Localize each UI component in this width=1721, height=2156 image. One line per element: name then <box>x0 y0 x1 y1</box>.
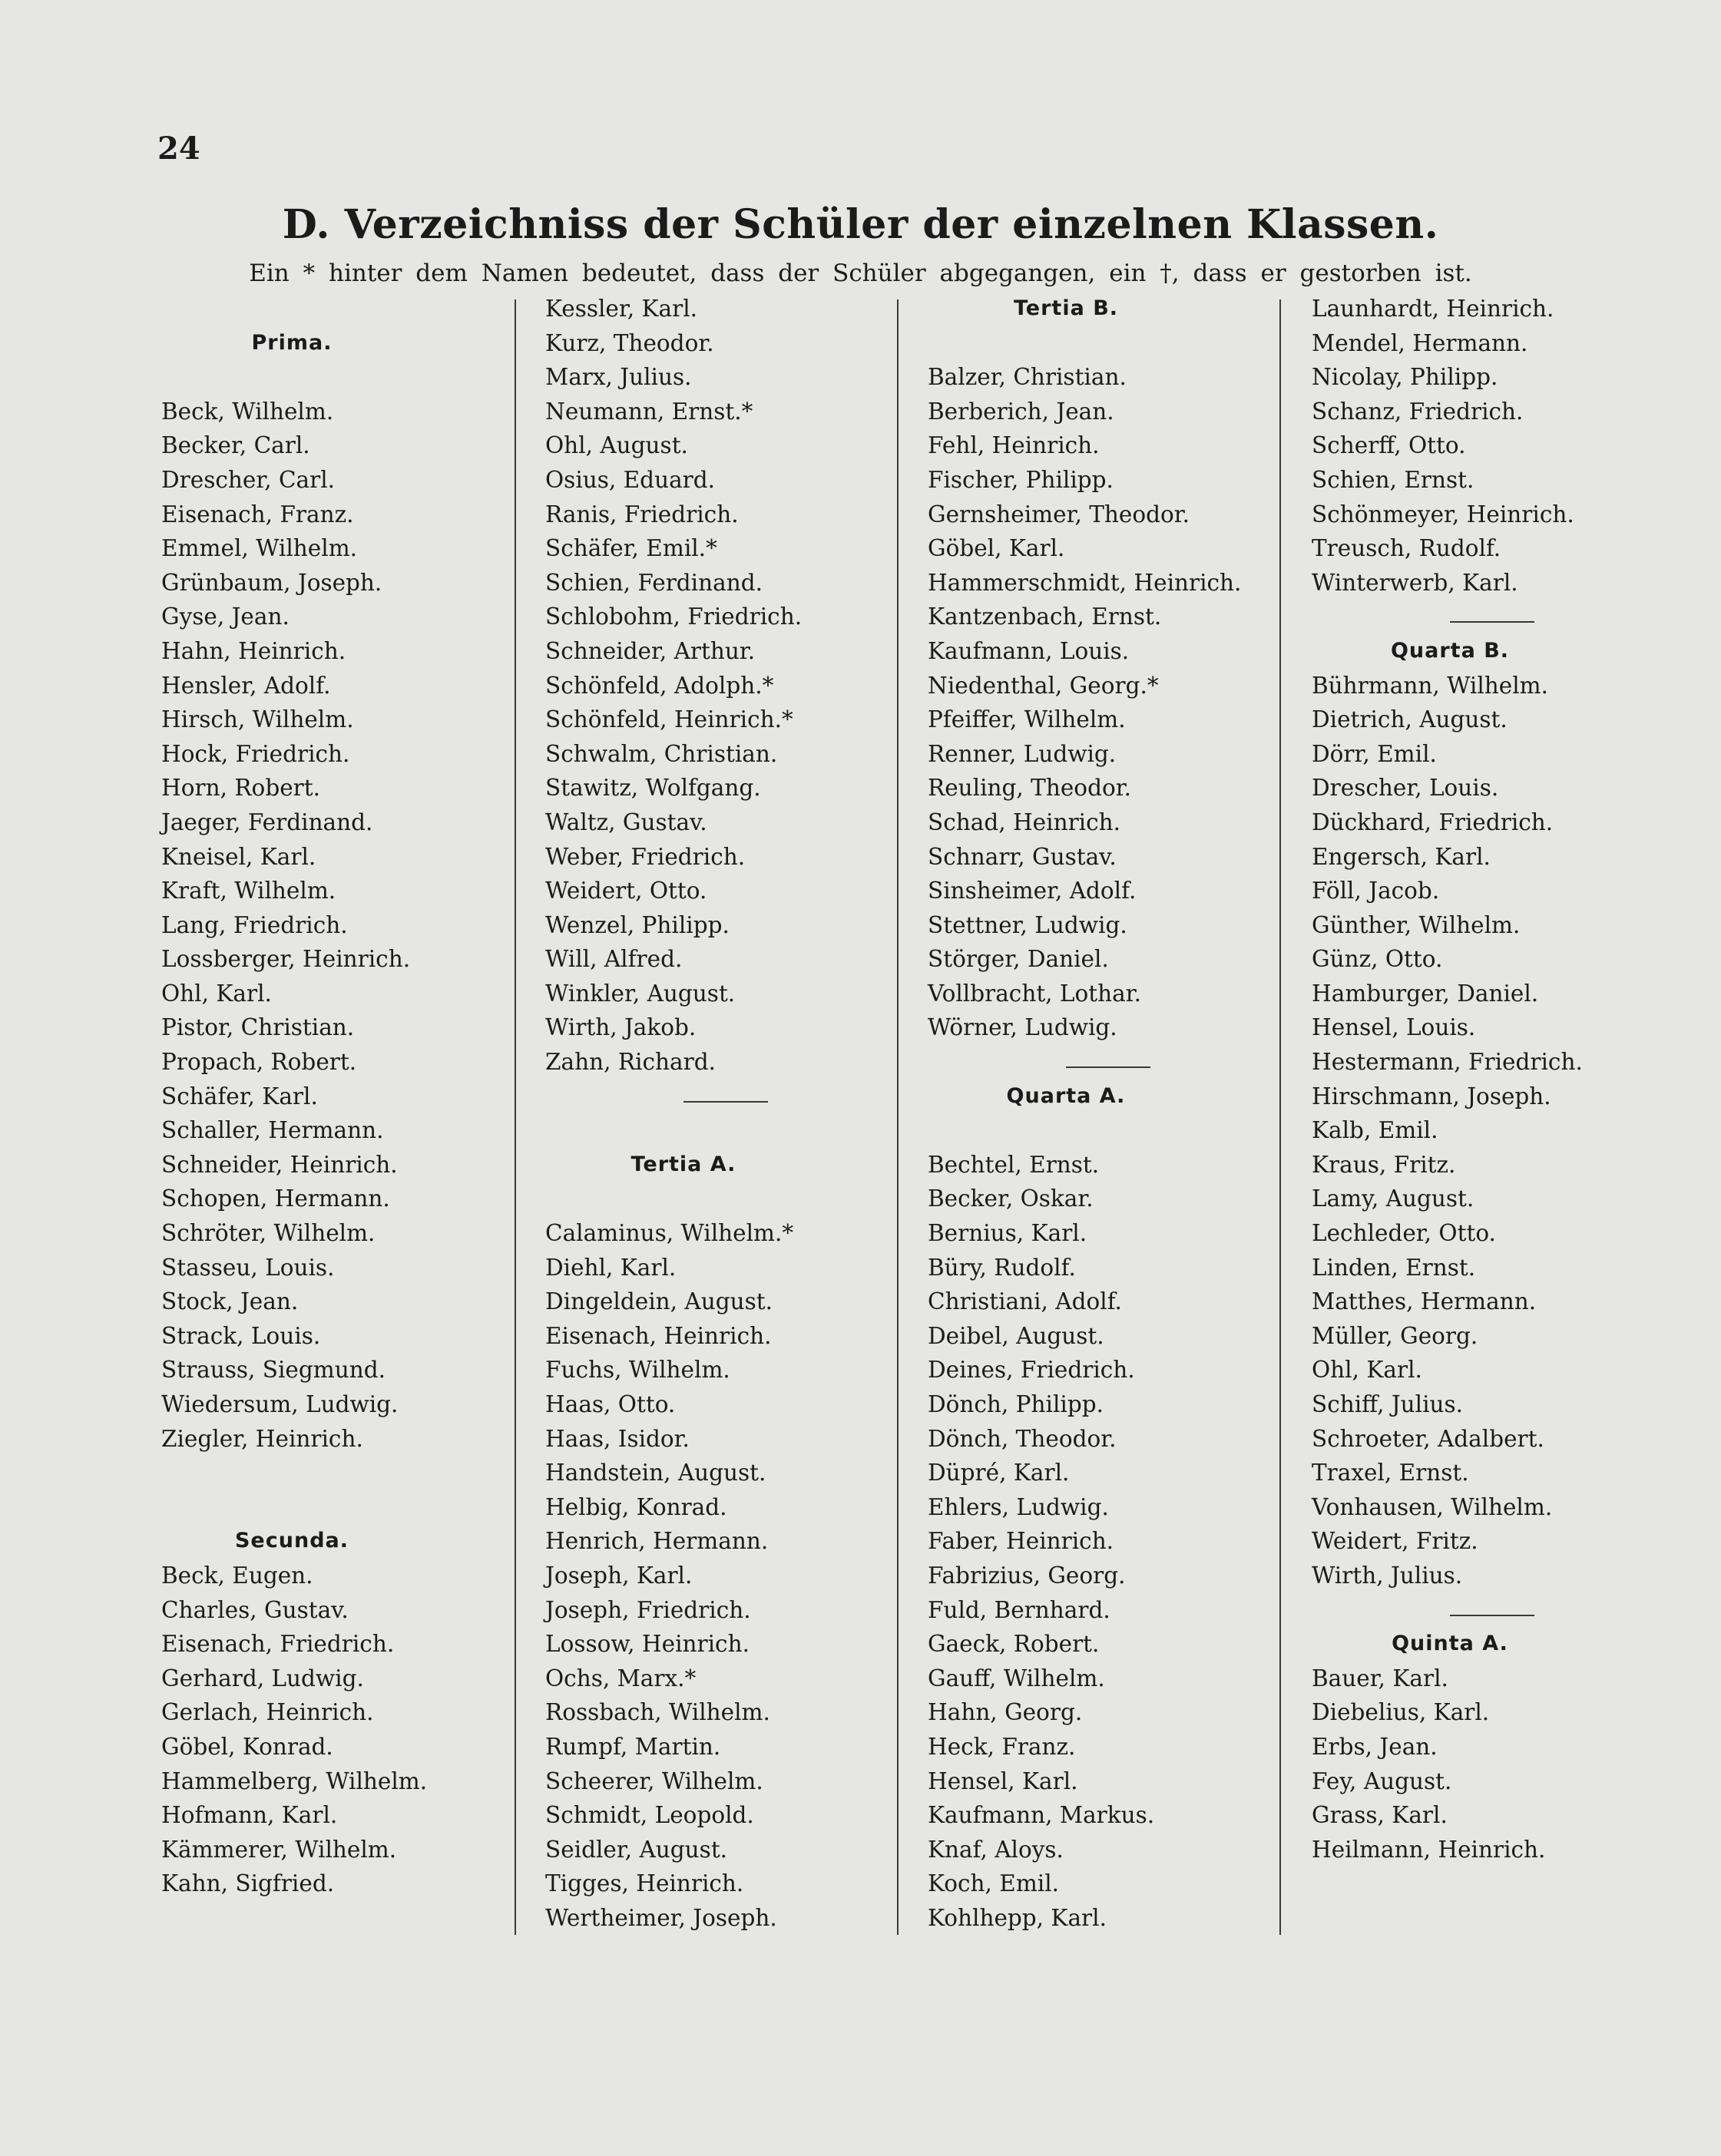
student-name: Dönch, Theodor. <box>928 1425 1117 1452</box>
student-name: Hahn, Georg. <box>928 1699 1083 1726</box>
student-name: Jaeger, Ferdinand. <box>161 808 373 835</box>
student-name: Göbel, Karl. <box>928 535 1065 562</box>
student-name: Stettner, Ludwig. <box>928 911 1127 938</box>
student-name: Schaller, Hermann. <box>161 1117 384 1144</box>
student-name: Gerhard, Ludwig. <box>161 1665 364 1691</box>
student-name: Winterwerb, Karl. <box>1312 569 1518 596</box>
student-name: Will, Alfred. <box>545 946 683 973</box>
student-name: Mendel, Hermann. <box>1312 329 1528 356</box>
student-name: Joseph, Friedrich. <box>545 1596 751 1623</box>
student-name: Osius, Eduard. <box>545 466 716 493</box>
student-name: Fehl, Heinrich. <box>928 432 1100 459</box>
student-name: Pfeiffer, Wilhelm. <box>928 706 1126 733</box>
student-name: Stawitz, Wolfgang. <box>545 775 761 802</box>
student-name: Schwalm, Christian. <box>545 740 778 767</box>
student-name: Seidler, August. <box>545 1836 728 1863</box>
student-name: Eisenach, Heinrich. <box>545 1322 772 1349</box>
spacer <box>161 1456 522 1490</box>
student-name: Erbs, Jean. <box>1312 1733 1438 1760</box>
student-name: Schien, Ferdinand. <box>545 569 763 596</box>
student-name: Kraft, Wilhelm. <box>161 878 336 904</box>
student-name: Stock, Jean. <box>161 1288 299 1315</box>
student-name: Knaf, Aloys. <box>928 1836 1064 1863</box>
student-name: Dückhard, Friedrich. <box>1312 808 1554 835</box>
student-name: Kessler, Karl. <box>545 296 698 322</box>
section-separator <box>1312 1593 1673 1628</box>
student-name: Neumann, Ernst.* <box>545 398 753 425</box>
student-name: Winkler, August. <box>545 980 736 1007</box>
student-name: Scheerer, Wilhelm. <box>545 1767 763 1794</box>
spacer <box>161 360 522 395</box>
student-name: Wenzel, Philipp. <box>545 911 730 938</box>
student-column-1 <box>161 292 522 1901</box>
student-name: Störger, Daniel. <box>928 946 1109 973</box>
student-name: Gauff, Wilhelm. <box>928 1665 1105 1691</box>
class-heading: Quarta B. <box>1390 638 1510 663</box>
student-name: Dingeldein, August. <box>545 1288 773 1315</box>
student-name: Weber, Friedrich. <box>545 843 746 870</box>
student-name: Düpré, Karl. <box>928 1460 1070 1486</box>
student-name: Schlobohm, Friedrich. <box>545 603 803 630</box>
student-name: Günther, Wilhelm. <box>1312 911 1521 938</box>
student-name: Beck, Eugen. <box>161 1562 313 1589</box>
student-name: Müller, Georg. <box>1312 1322 1478 1349</box>
student-name: Balzer, Christian. <box>928 364 1127 391</box>
student-name: Heck, Franz. <box>928 1733 1076 1760</box>
student-name: Ohl, Karl. <box>161 980 272 1007</box>
student-name: Dönch, Philipp. <box>928 1391 1104 1417</box>
student-name: Handstein, August. <box>545 1460 766 1486</box>
student-name: Faber, Heinrich. <box>928 1528 1114 1555</box>
student-name: Eisenach, Franz. <box>161 501 354 527</box>
student-name: Strauss, Siegmund. <box>161 1357 386 1384</box>
class-heading: Tertia A. <box>630 1152 736 1176</box>
student-name: Hirschmann, Joseph. <box>1312 1083 1551 1109</box>
student-name: Schopen, Hermann. <box>161 1185 390 1212</box>
student-name: Horn, Robert. <box>161 775 320 802</box>
student-name: Wirth, Jakob. <box>545 1014 697 1041</box>
student-name: Heilmann, Heinrich. <box>1312 1836 1546 1863</box>
student-name: Drescher, Louis. <box>1312 775 1499 802</box>
student-name: Schroeter, Adalbert. <box>1312 1425 1544 1452</box>
student-name: Schönfeld, Adolph.* <box>545 672 774 699</box>
student-name: Schönfeld, Heinrich.* <box>545 706 793 733</box>
student-column-3 <box>928 292 1289 1936</box>
student-name: Bührmann, Wilhelm. <box>1312 672 1549 699</box>
class-heading: Tertia B. <box>1013 296 1119 320</box>
section-separator <box>1312 600 1673 634</box>
student-name: Vollbracht, Lothar. <box>928 980 1141 1007</box>
student-name: Stasseu, Louis. <box>161 1254 335 1281</box>
student-name: Schien, Ernst. <box>1312 466 1474 493</box>
student-name: Hensel, Karl. <box>928 1767 1078 1794</box>
student-name: Büry, Rudolf. <box>928 1254 1076 1281</box>
legend-note: Ein * hinter dem Namen bedeutet, dass der Schüler abgegangen, ein †, dass er gestorben ist. <box>249 260 1472 287</box>
student-name: Dörr, Emil. <box>1312 740 1437 767</box>
class-heading: Quinta A. <box>1392 1632 1508 1656</box>
student-name: Schmidt, Leopold. <box>545 1802 754 1829</box>
student-name: Ehlers, Ludwig. <box>928 1493 1109 1520</box>
student-name: Schad, Heinrich. <box>928 808 1121 835</box>
class-heading: Secunda. <box>234 1529 349 1553</box>
class-heading: Quarta A. <box>1006 1083 1126 1108</box>
student-name: Wirth, Julius. <box>1312 1562 1463 1589</box>
section-separator <box>545 1080 906 1114</box>
student-name: Ziegler, Heinrich. <box>161 1425 363 1452</box>
student-name: Kaufmann, Markus. <box>928 1802 1155 1829</box>
student-name: Koch, Emil. <box>928 1870 1060 1897</box>
student-name: Hock, Friedrich. <box>161 740 350 767</box>
student-name: Becker, Carl. <box>161 432 310 459</box>
student-name: Kalb, Emil. <box>1312 1117 1438 1144</box>
student-name: Kurz, Theodor. <box>545 329 714 356</box>
student-name: Schanz, Friedrich. <box>1312 398 1524 425</box>
student-name: Ochs, Marx.* <box>545 1665 697 1691</box>
student-name: Bernius, Karl. <box>928 1220 1087 1247</box>
student-name: Grass, Karl. <box>1312 1802 1448 1829</box>
student-name: Lossberger, Heinrich. <box>161 946 411 973</box>
student-name: Marx, Julius. <box>545 364 692 391</box>
student-name: Schnarr, Gustav. <box>928 843 1117 870</box>
student-name: Haas, Isidor. <box>545 1425 690 1452</box>
student-name: Schiff, Julius. <box>1312 1391 1464 1417</box>
student-name: Hirsch, Wilhelm. <box>161 706 354 733</box>
student-name: Rumpf, Martin. <box>545 1733 721 1760</box>
section-separator <box>928 1045 1289 1080</box>
student-name: Rossbach, Wilhelm. <box>545 1699 770 1726</box>
student-name: Ohl, Karl. <box>1312 1357 1422 1384</box>
student-name: Schönmeyer, Heinrich. <box>1312 501 1574 527</box>
student-name: Fuchs, Wilhelm. <box>545 1357 730 1384</box>
student-name: Ranis, Friedrich. <box>545 501 739 527</box>
student-name: Lang, Friedrich. <box>161 911 348 938</box>
student-name: Christiani, Adolf. <box>928 1288 1122 1315</box>
student-name: Kaufmann, Louis. <box>928 637 1130 664</box>
student-name: Strack, Louis. <box>161 1322 321 1349</box>
student-name: Fey, August. <box>1312 1767 1452 1794</box>
student-name: Waltz, Gustav. <box>545 808 707 835</box>
student-name: Hestermann, Friedrich. <box>1312 1049 1583 1076</box>
student-name: Deines, Friedrich. <box>928 1357 1135 1384</box>
student-name: Schneider, Heinrich. <box>161 1151 398 1178</box>
student-name: Emmel, Wilhelm. <box>161 535 358 562</box>
student-name: Launhardt, Heinrich. <box>1312 296 1554 322</box>
student-name: Schäfer, Emil.* <box>545 535 717 562</box>
student-name: Drescher, Carl. <box>161 466 336 493</box>
student-name: Traxel, Ernst. <box>1312 1460 1469 1486</box>
student-name: Ohl, August. <box>545 432 688 459</box>
student-name: Günz, Otto. <box>1312 946 1443 973</box>
student-name: Föll, Jacob. <box>1312 878 1440 904</box>
page-title: D. Verzeichniss der Schüler der einzelnen Klassen. <box>282 201 1439 248</box>
student-name: Kneisel, Karl. <box>161 843 316 870</box>
student-name: Beck, Wilhelm. <box>161 398 334 425</box>
page-number: 24 <box>157 131 200 167</box>
spacer <box>161 292 522 326</box>
student-name: Fabrizius, Georg. <box>928 1562 1126 1589</box>
student-column-2 <box>545 292 906 1936</box>
student-name: Schneider, Arthur. <box>545 637 756 664</box>
student-name: Weidert, Fritz. <box>1312 1528 1478 1555</box>
student-name: Fuld, Bernhard. <box>928 1596 1110 1623</box>
student-name: Kraus, Fritz. <box>1312 1151 1456 1178</box>
student-name: Gaeck, Robert. <box>928 1631 1100 1658</box>
student-name: Gerlach, Heinrich. <box>161 1699 374 1726</box>
student-name: Propach, Robert. <box>161 1049 357 1076</box>
student-name: Schröter, Wilhelm. <box>161 1220 376 1247</box>
student-name: Hofmann, Karl. <box>161 1802 338 1829</box>
student-name: Hammelberg, Wilhelm. <box>161 1767 428 1794</box>
student-name: Reuling, Theodor. <box>928 775 1131 802</box>
student-column-4 <box>1312 292 1673 1867</box>
student-name: Diehl, Karl. <box>545 1254 677 1281</box>
student-name: Vonhausen, Wilhelm. <box>1312 1493 1553 1520</box>
student-name: Bauer, Karl. <box>1312 1665 1448 1691</box>
student-name: Wiedersum, Ludwig. <box>161 1391 399 1417</box>
student-name: Grünbaum, Joseph. <box>161 569 382 596</box>
student-name: Matthes, Hermann. <box>1312 1288 1537 1315</box>
student-name: Becker, Oskar. <box>928 1185 1094 1212</box>
student-name: Lechleder, Otto. <box>1312 1220 1496 1247</box>
student-name: Niedenthal, Georg.* <box>928 672 1159 699</box>
student-name: Renner, Ludwig. <box>928 740 1117 767</box>
student-name: Eisenach, Friedrich. <box>161 1631 395 1658</box>
student-name: Fischer, Philipp. <box>928 466 1114 493</box>
student-name: Zahn, Richard. <box>545 1049 716 1076</box>
student-name: Gyse, Jean. <box>161 603 290 630</box>
student-name: Kämmerer, Wilhelm. <box>161 1836 397 1863</box>
student-name: Hensler, Adolf. <box>161 672 331 699</box>
student-name: Tigges, Heinrich. <box>545 1870 744 1897</box>
student-name: Hahn, Heinrich. <box>161 637 346 664</box>
student-name: Sinsheimer, Adolf. <box>928 878 1137 904</box>
student-name: Engersch, Karl. <box>1312 843 1491 870</box>
student-name: Hammerschmidt, Heinrich. <box>928 569 1242 596</box>
student-name: Kahn, Sigfried. <box>161 1870 335 1897</box>
student-name: Helbig, Konrad. <box>545 1493 727 1520</box>
student-name: Nicolay, Philipp. <box>1312 364 1498 391</box>
student-name: Calaminus, Wilhelm.* <box>545 1220 794 1247</box>
student-name: Henrich, Hermann. <box>545 1528 769 1555</box>
student-name: Hensel, Louis. <box>1312 1014 1476 1041</box>
student-name: Treusch, Rudolf. <box>1312 535 1501 562</box>
spacer <box>928 1113 1289 1148</box>
student-name: Dietrich, August. <box>1312 706 1508 733</box>
student-name: Pistor, Christian. <box>161 1014 355 1041</box>
student-name: Kohlhepp, Karl. <box>928 1904 1107 1931</box>
spacer <box>545 1113 906 1148</box>
spacer <box>928 326 1289 361</box>
spacer <box>545 1182 906 1216</box>
student-name: Berberich, Jean. <box>928 398 1114 425</box>
student-name: Scherff, Otto. <box>1312 432 1466 459</box>
student-name: Weidert, Otto. <box>545 878 707 904</box>
student-name: Deibel, August. <box>928 1322 1104 1349</box>
spacer <box>161 1490 522 1525</box>
student-name: Haas, Otto. <box>545 1391 676 1417</box>
student-name: Göbel, Konrad. <box>161 1733 333 1760</box>
student-name: Linden, Ernst. <box>1312 1254 1476 1281</box>
student-name: Gernsheimer, Theodor. <box>928 501 1190 527</box>
student-name: Bechtel, Ernst. <box>928 1151 1100 1178</box>
student-name: Lamy, August. <box>1312 1185 1474 1212</box>
student-name: Diebelius, Karl. <box>1312 1699 1490 1726</box>
student-name: Joseph, Karl. <box>545 1562 693 1589</box>
student-name: Charles, Gustav. <box>161 1596 349 1623</box>
class-heading: Prima. <box>251 330 333 355</box>
student-name: Schäfer, Karl. <box>161 1083 318 1109</box>
student-name: Lossow, Heinrich. <box>545 1631 750 1658</box>
student-name: Wertheimer, Joseph. <box>545 1904 777 1931</box>
student-name: Wörner, Ludwig. <box>928 1014 1117 1041</box>
student-name: Kantzenbach, Ernst. <box>928 603 1162 630</box>
student-name: Hamburger, Daniel. <box>1312 980 1539 1007</box>
